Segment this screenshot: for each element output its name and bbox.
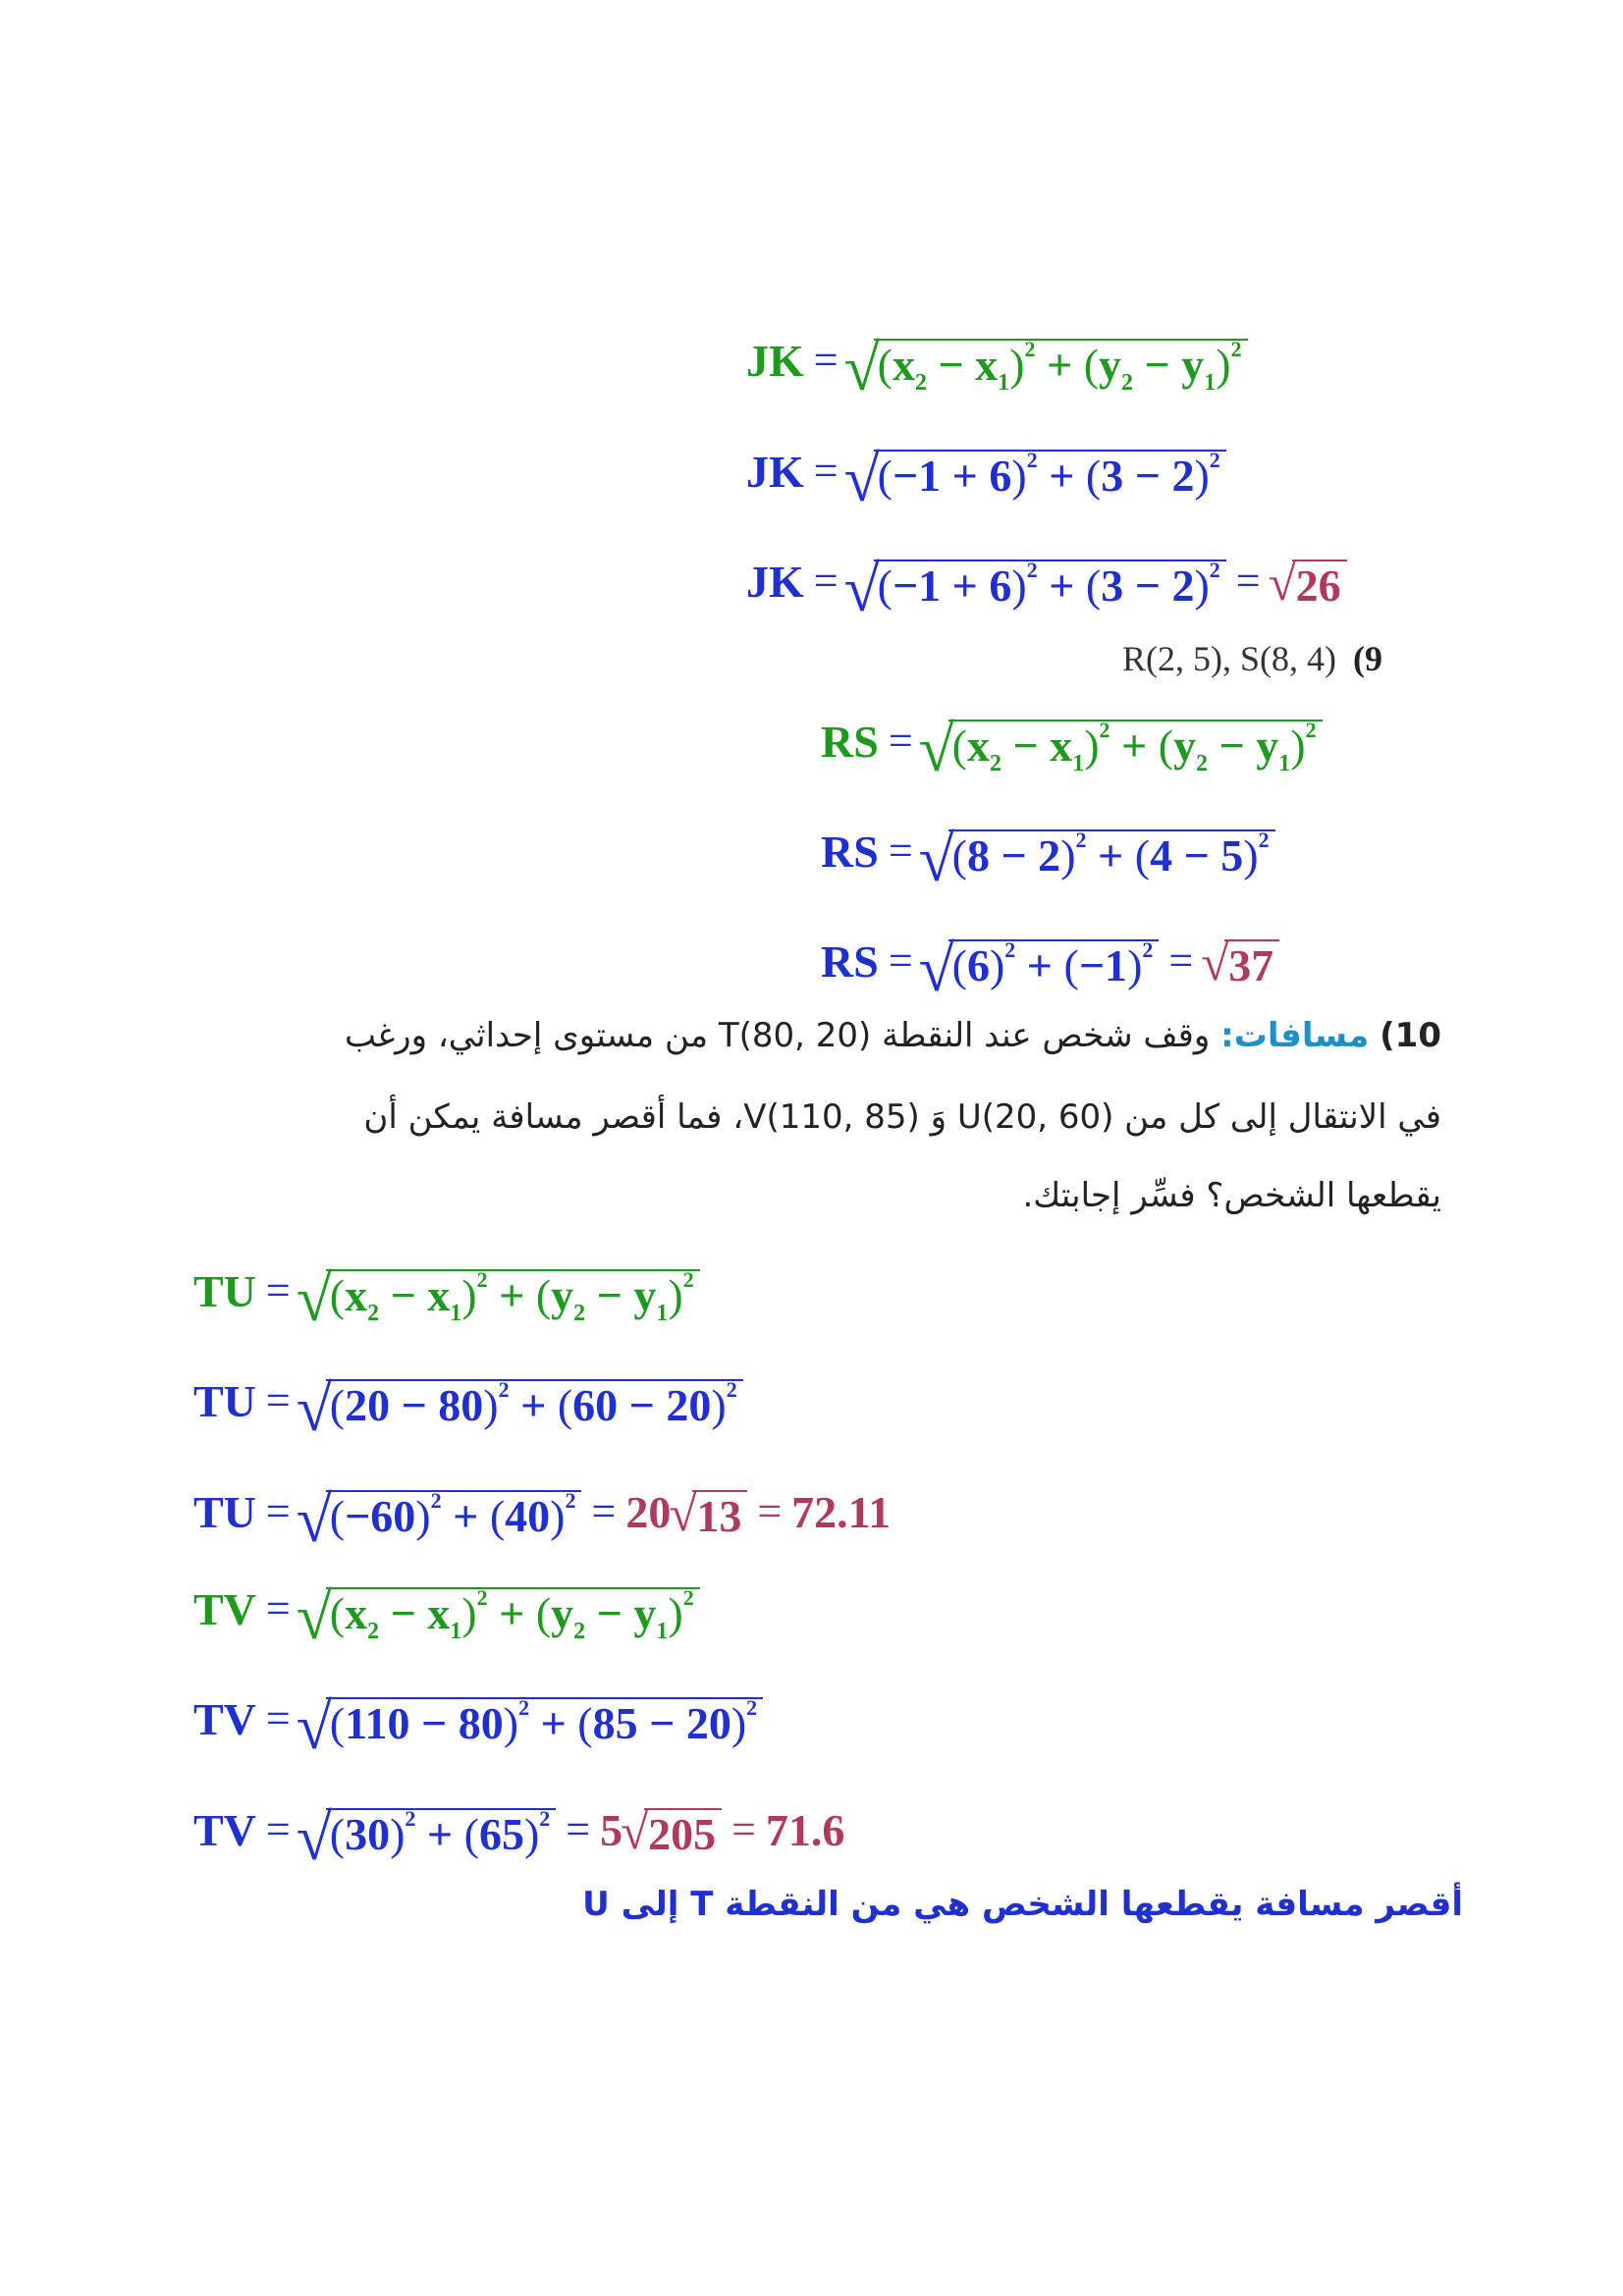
jk-formula-line <box>746 336 1248 397</box>
result-coefficient: 20 <box>625 1487 672 1537</box>
equals-sign: = <box>591 1487 617 1535</box>
result-sqrt: √ 13 <box>692 1490 747 1539</box>
sqrt-expression: √ $(x_2 - x_1)^2 + (y_2 - y_1)^2$ <box>326 1587 700 1643</box>
term-b: 60 − 20 <box>572 1380 712 1430</box>
q10-text-3: يقطعها الشخص؟ فسِّر إجابتك. <box>1022 1176 1441 1215</box>
term-a: −1 + 6 <box>892 451 1012 501</box>
q10-text-1: وقف شخص عند النقطة T(80, 20) من مستوى إحداثي، ورغب <box>345 1016 1211 1055</box>
q10-line-2 <box>363 1097 1441 1137</box>
tv-formula-line <box>193 1584 700 1645</box>
tv-label: TV <box>193 1584 256 1634</box>
term-b: 65 <box>478 1809 524 1859</box>
term-a: −1 + 6 <box>892 561 1012 611</box>
equals-sign: = <box>731 1805 756 1853</box>
jk-substitution-line <box>746 447 1226 501</box>
sqrt-expression: √ $(8 - 2)^2 + (4 - 5)^2$ <box>948 829 1275 879</box>
equals-sign: = <box>265 1805 291 1853</box>
sqrt-expression: √ $(-60)^2 + (40)^2$ <box>326 1490 582 1539</box>
q10-text-2: في الانتقال إلى كل من U(20, 60) وَ V(110, 85)، فما أقصر مسافة يمكن أن <box>363 1097 1441 1137</box>
tu-formula-line <box>193 1266 700 1327</box>
equals-sign: = <box>1168 936 1194 985</box>
equals-sign: = <box>265 1266 291 1314</box>
term-b: 40 <box>505 1491 551 1541</box>
tv-substitution-line <box>193 1694 763 1748</box>
equals-sign: = <box>265 1487 291 1535</box>
conclusion-text: أقصر مسافة يقطعها الشخص هي من النقطة T إلى U <box>582 1885 1463 1924</box>
result-sqrt: √ 26 <box>1292 560 1347 609</box>
equals-sign: = <box>888 827 913 875</box>
equals-sign: = <box>888 717 913 765</box>
q10-number: 10) <box>1380 1016 1441 1055</box>
tv-label: TV <box>193 1694 256 1744</box>
equals-sign: = <box>265 1694 291 1742</box>
q10-line-1 <box>345 1016 1441 1055</box>
sqrt-expression: √ $(-1 + 6)^2 + (3 - 2)^2$ <box>874 450 1226 499</box>
q9-points: R(2, 5), S(8, 4) (9 <box>1122 639 1382 678</box>
tu-result-line <box>193 1487 892 1541</box>
result-sqrt: √ 205 <box>644 1808 722 1857</box>
sqrt-expression: √ $(20 - 80)^2 + (60 - 20)^2$ <box>326 1379 743 1428</box>
sqrt-expression: √ $(x_2 - x_1)^2 + (y_2 - y_1)^2$ <box>874 339 1248 395</box>
term-b: 4 − 5 <box>1150 830 1244 881</box>
equals-sign: = <box>813 336 839 384</box>
jk-result-line <box>746 557 1347 611</box>
term-a: 110 − 80 <box>345 1698 504 1748</box>
equals-sign: = <box>813 447 839 495</box>
equals-sign: = <box>1235 557 1261 605</box>
term-b: 85 − 20 <box>592 1698 731 1748</box>
term-a: 6 <box>966 940 990 990</box>
rs-result-line <box>821 936 1279 990</box>
rs-label: RS <box>821 936 879 987</box>
jk-label: JK <box>746 336 804 386</box>
tu-label: TU <box>193 1487 256 1537</box>
term-b: −1 <box>1078 940 1128 990</box>
sqrt-expression: √ $(30)^2 + (65)^2$ <box>326 1808 557 1857</box>
q10-tag: مسافات: <box>1220 1016 1370 1055</box>
tu-label: TU <box>193 1266 256 1316</box>
equals-sign: = <box>566 1805 591 1853</box>
sqrt-expression: √ $(-1 + 6)^2 + (3 - 2)^2$ <box>874 560 1226 609</box>
equals-sign: = <box>265 1376 291 1424</box>
equals-sign: = <box>888 936 913 985</box>
result-decimal: 72.11 <box>791 1487 892 1537</box>
equals-sign: = <box>265 1584 291 1632</box>
equals-sign: = <box>757 1487 783 1535</box>
term-a: 30 <box>345 1809 391 1859</box>
term-a: −60 <box>345 1491 416 1541</box>
rs-formula-line <box>821 717 1323 777</box>
term-b: 3 − 2 <box>1101 561 1195 611</box>
result-coefficient: 5 <box>600 1805 623 1855</box>
result-sqrt: √ 37 <box>1224 939 1279 988</box>
sqrt-expression: √ $(6)^2 + (-1)^2$ <box>948 939 1160 988</box>
rs-substitution-line <box>821 829 1275 879</box>
jk-label: JK <box>746 447 804 497</box>
term-b: 3 − 2 <box>1101 451 1195 501</box>
tu-substitution-line <box>193 1376 743 1430</box>
q9-number: (9 <box>1353 639 1382 678</box>
rs-label: RS <box>821 827 879 877</box>
equals-sign: = <box>813 557 839 605</box>
rs-label: RS <box>821 717 879 767</box>
term-a: 8 − 2 <box>966 830 1061 881</box>
tu-label: TU <box>193 1376 256 1426</box>
sqrt-expression: √ $(x_2 - x_1)^2 + (y_2 - y_1)^2$ <box>948 720 1323 775</box>
term-a: 20 − 80 <box>345 1380 484 1430</box>
q10-line-3 <box>1022 1176 1441 1215</box>
jk-label: JK <box>746 557 804 607</box>
tv-result-line <box>193 1805 845 1859</box>
sqrt-expression: √ $(x_2 - x_1)^2 + (y_2 - y_1)^2$ <box>326 1269 700 1325</box>
sqrt-expression: √ $(110 - 80)^2 + (85 - 20)^2$ <box>326 1697 763 1746</box>
tv-label: TV <box>193 1805 256 1855</box>
result-decimal: 71.6 <box>765 1805 845 1855</box>
